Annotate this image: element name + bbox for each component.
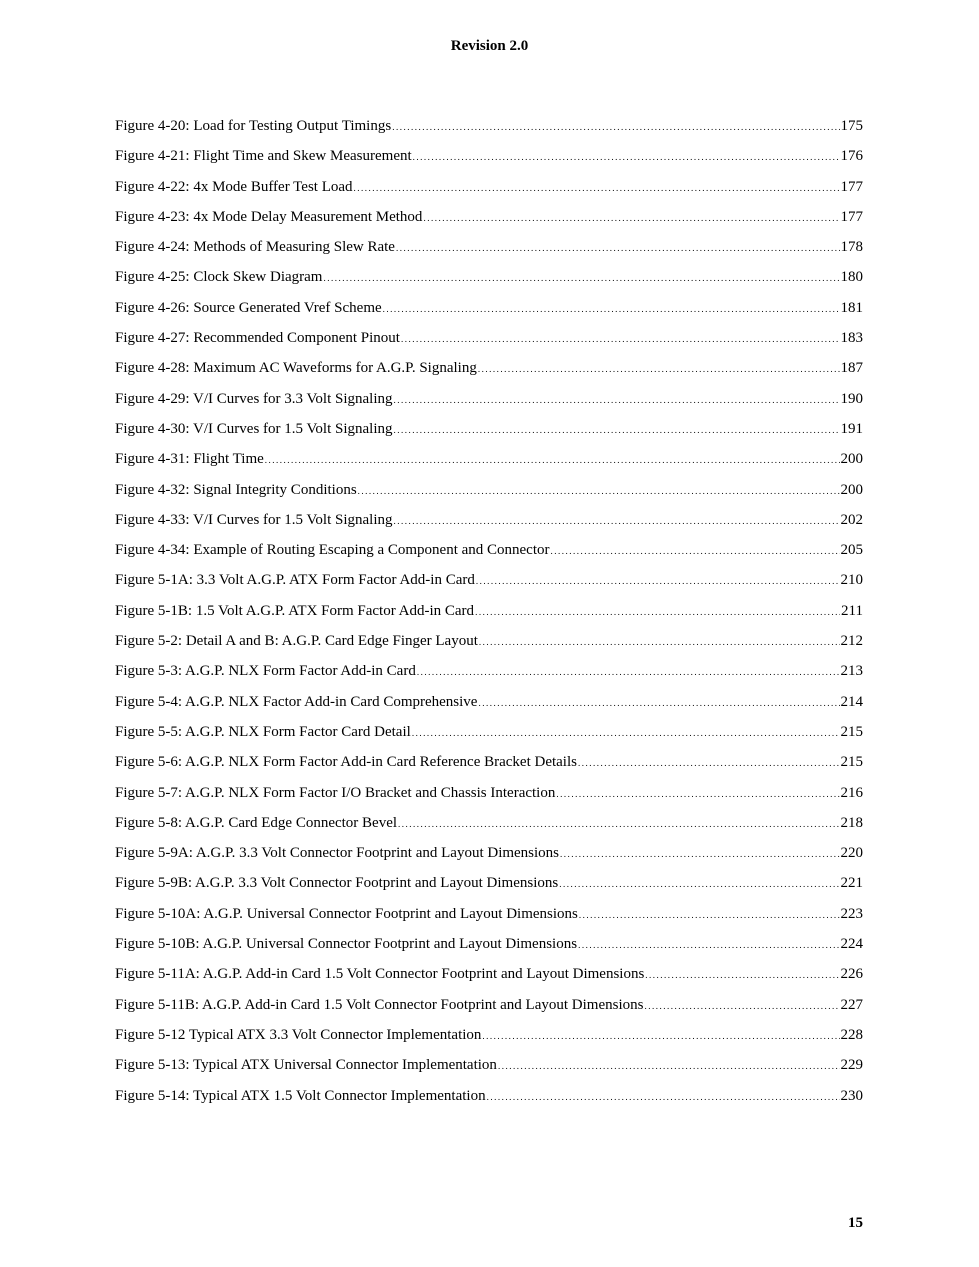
toc-entry-page-number: 216 <box>840 784 863 801</box>
dot-leader <box>551 538 840 564</box>
toc-entry-page-number: 220 <box>840 845 863 862</box>
toc-entry-page-number: 191 <box>840 420 863 437</box>
dot-leader <box>487 1084 840 1110</box>
toc-entry-label: Figure 5-6: A.G.P. NLX Form Factor Add-in Card Reference Bracket Details <box>115 754 577 771</box>
toc-entry-page-number: 226 <box>840 966 863 983</box>
toc-entry-label: Figure 4-30: V/I Curves for 1.5 Volt Signaling <box>115 420 393 437</box>
dot-leader <box>559 871 839 897</box>
toc-entry-label: Figure 5-10B: A.G.P. Universal Connector Footprint and Layout Dimensions <box>115 936 578 953</box>
toc-entry[interactable] <box>115 1052 863 1082</box>
toc-entry-label: Figure 4-32: Signal Integrity Conditions <box>115 481 357 498</box>
toc-entry-label: Figure 4-31: Flight Time <box>115 451 264 468</box>
dot-leader <box>644 993 839 1019</box>
toc-entry-page-number: 215 <box>840 754 863 771</box>
toc-entry-page-number: 177 <box>840 208 863 225</box>
toc-entry[interactable] <box>115 234 863 264</box>
toc-entry-page-number: 224 <box>840 936 863 953</box>
toc-entry-page-number: 205 <box>840 542 863 559</box>
dot-leader <box>412 720 840 746</box>
dot-leader <box>323 265 839 291</box>
toc-entry[interactable] <box>115 386 863 416</box>
toc-entry-page-number: 180 <box>840 269 863 286</box>
dot-leader <box>476 568 840 594</box>
toc-entry[interactable] <box>115 870 863 900</box>
toc-entry[interactable] <box>115 477 863 507</box>
toc-entry-page-number: 230 <box>840 1087 863 1104</box>
toc-entry-label: Figure 5-1A: 3.3 Volt A.G.P. ATX Form Factor Add-in Card <box>115 572 475 589</box>
toc-entry[interactable] <box>115 567 863 597</box>
dot-leader <box>413 144 840 170</box>
toc-entry-page-number: 227 <box>840 996 863 1013</box>
toc-entry[interactable] <box>115 355 863 385</box>
dot-leader <box>265 447 840 473</box>
dot-leader <box>482 1023 839 1049</box>
dot-leader <box>578 750 840 776</box>
toc-entry[interactable] <box>115 992 863 1022</box>
dot-leader <box>392 114 839 140</box>
dot-leader <box>401 326 840 352</box>
toc-entry[interactable] <box>115 598 863 628</box>
dot-leader <box>417 659 840 685</box>
toc-entry[interactable] <box>115 446 863 476</box>
toc-entry-label: Figure 5-4: A.G.P. NLX Factor Add-in Card Comprehensive <box>115 693 478 710</box>
toc-entry-label: Figure 5-7: A.G.P. NLX Form Factor I/O Bracket and Chassis Interaction <box>115 784 556 801</box>
toc-entry[interactable] <box>115 749 863 779</box>
dot-leader <box>354 175 840 201</box>
toc-entry[interactable] <box>115 143 863 173</box>
toc-entry-label: Figure 4-27: Recommended Component Pinout <box>115 330 400 347</box>
toc-entry-page-number: 177 <box>840 178 863 195</box>
toc-entry-label: Figure 4-24: Methods of Measuring Slew Rate <box>115 239 395 256</box>
toc-entry[interactable] <box>115 113 863 143</box>
toc-entry-label: Figure 5-13: Typical ATX Universal Connector Implementation <box>115 1057 497 1074</box>
dot-leader <box>475 599 840 625</box>
toc-entry[interactable] <box>115 537 863 567</box>
toc-entry[interactable] <box>115 961 863 991</box>
list-of-figures <box>115 113 863 1113</box>
dot-leader <box>478 356 840 382</box>
dot-leader <box>479 629 840 655</box>
toc-entry-page-number: 200 <box>840 481 863 498</box>
toc-entry-label: Figure 4-26: Source Generated Vref Scheme <box>115 299 382 316</box>
toc-entry-label: Figure 4-21: Flight Time and Skew Measurement <box>115 148 412 165</box>
dot-leader <box>423 205 839 231</box>
toc-entry[interactable] <box>115 780 863 810</box>
toc-entry-label: Figure 5-5: A.G.P. NLX Form Factor Card Detail <box>115 723 411 740</box>
toc-entry-label: Figure 5-1B: 1.5 Volt A.G.P. ATX Form Factor Add-in Card <box>115 602 475 619</box>
toc-entry-page-number: 178 <box>840 239 863 256</box>
toc-entry-label: Figure 5-9A: A.G.P. 3.3 Volt Connector Footprint and Layout Dimensions <box>115 845 560 862</box>
toc-entry-page-number: 187 <box>840 360 863 377</box>
toc-entry-page-number: 200 <box>840 451 863 468</box>
toc-entry-label: Figure 4-23: 4x Mode Delay Measurement Method <box>115 208 423 225</box>
page-header-revision: Revision 2.0 <box>450 38 529 54</box>
toc-entry-label: Figure 5-9B: A.G.P. 3.3 Volt Connector Footprint and Layout Dimensions <box>115 875 559 892</box>
dot-leader <box>645 962 839 988</box>
toc-entry-label: Figure 4-33: V/I Curves for 1.5 Volt Signaling <box>115 511 393 528</box>
dot-leader <box>394 417 840 443</box>
toc-entry-label: Figure 5-11A: A.G.P. Add-in Card 1.5 Volt Connector Footprint and Layout Dimensions <box>115 966 645 983</box>
dot-leader <box>478 690 839 716</box>
toc-entry-label: Figure 4-25: Clock Skew Diagram <box>115 269 323 286</box>
dot-leader <box>383 296 840 322</box>
toc-entry[interactable] <box>115 689 863 719</box>
toc-entry-label: Figure 5-8: A.G.P. Card Edge Connector Bevel <box>115 814 398 831</box>
toc-entry-label: Figure 4-34: Example of Routing Escaping a Component and Connector <box>115 542 550 559</box>
toc-entry-page-number: 213 <box>840 663 863 680</box>
toc-entry-page-number: 228 <box>840 1026 863 1043</box>
dot-leader <box>396 235 840 261</box>
dot-leader <box>498 1053 840 1079</box>
toc-entry[interactable] <box>115 416 863 446</box>
toc-entry-page-number: 181 <box>840 299 863 316</box>
toc-entry-page-number: 218 <box>840 814 863 831</box>
toc-entry-label: Figure 5-14: Typical ATX 1.5 Volt Connector Implementation <box>115 1087 486 1104</box>
toc-entry-page-number: 211 <box>841 602 863 619</box>
toc-entry[interactable] <box>115 931 863 961</box>
dot-leader <box>398 811 839 837</box>
toc-entry[interactable] <box>115 507 863 537</box>
toc-entry-label: Figure 5-12 Typical ATX 3.3 Volt Connector Implementation <box>115 1026 482 1043</box>
toc-entry-page-number: 215 <box>840 723 863 740</box>
toc-entry-page-number: 190 <box>840 390 863 407</box>
toc-entry-label: Figure 5-10A: A.G.P. Universal Connector Footprint and Layout Dimensions <box>115 905 578 922</box>
toc-entry-page-number: 210 <box>840 572 863 589</box>
toc-entry[interactable] <box>115 1022 863 1052</box>
dot-leader <box>579 902 840 928</box>
toc-entry[interactable] <box>115 1083 863 1113</box>
toc-entry-page-number: 176 <box>840 148 863 165</box>
dot-leader <box>578 932 839 958</box>
toc-entry[interactable] <box>115 174 863 204</box>
toc-entry-label: Figure 4-28: Maximum AC Waveforms for A.G.P. Signaling <box>115 360 477 377</box>
toc-entry[interactable] <box>115 840 863 870</box>
toc-entry-label: Figure 5-2: Detail A and B: A.G.P. Card Edge Finger Layout <box>115 633 478 650</box>
toc-entry-page-number: 229 <box>840 1057 863 1074</box>
toc-entry[interactable] <box>115 264 863 294</box>
toc-entry[interactable] <box>115 810 863 840</box>
toc-entry[interactable] <box>115 658 863 688</box>
toc-entry-page-number: 202 <box>840 511 863 528</box>
toc-entry[interactable] <box>115 628 863 658</box>
page-number: 15 <box>848 1215 863 1231</box>
toc-entry-page-number: 212 <box>840 633 863 650</box>
toc-entry[interactable] <box>115 719 863 749</box>
toc-entry-page-number: 214 <box>840 693 863 710</box>
toc-entry-page-number: 183 <box>840 330 863 347</box>
toc-entry-label: Figure 4-22: 4x Mode Buffer Test Load <box>115 178 353 195</box>
toc-entry-label: Figure 4-20: Load for Testing Output Timings <box>115 118 392 134</box>
toc-entry-page-number: 223 <box>840 905 863 922</box>
toc-entry-page-number: 175 <box>840 118 863 134</box>
toc-entry[interactable] <box>115 901 863 931</box>
toc-entry-label: Figure 4-29: V/I Curves for 3.3 Volt Signaling <box>115 390 393 407</box>
dot-leader <box>394 508 840 534</box>
toc-entry[interactable] <box>115 325 863 355</box>
dot-leader <box>560 841 839 867</box>
toc-entry[interactable] <box>115 295 863 325</box>
dot-leader <box>358 478 840 504</box>
dot-leader <box>394 387 840 413</box>
toc-entry-label: Figure 5-11B: A.G.P. Add-in Card 1.5 Volt Connector Footprint and Layout Dimensions <box>115 996 644 1013</box>
toc-entry[interactable] <box>115 204 863 234</box>
toc-entry-page-number: 221 <box>840 875 863 892</box>
dot-leader <box>556 781 839 807</box>
toc-entry-label: Figure 5-3: A.G.P. NLX Form Factor Add-in Card <box>115 663 416 680</box>
